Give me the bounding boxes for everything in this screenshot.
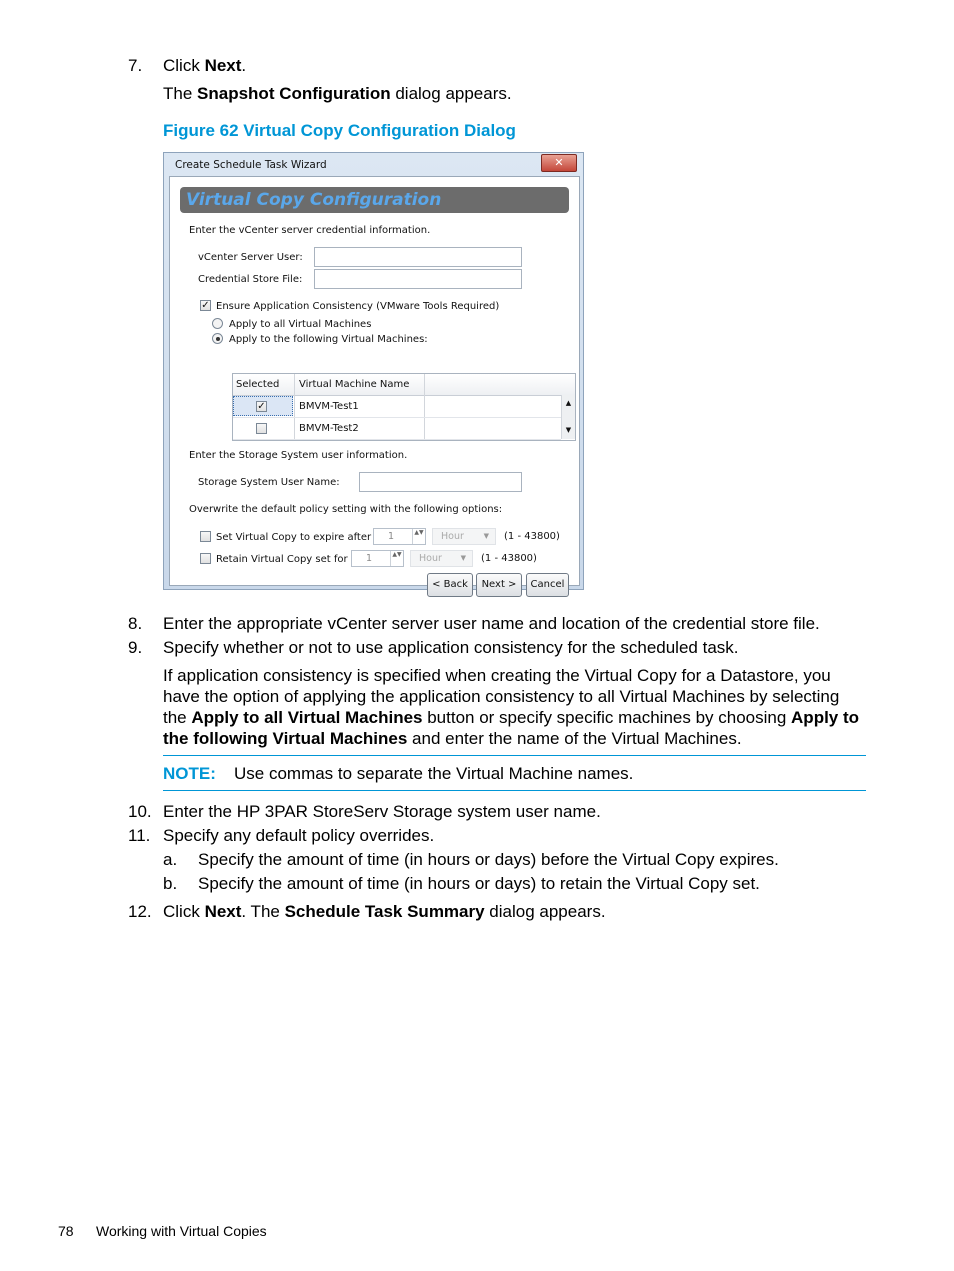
- step-12-text: [163, 901, 606, 922]
- step-12-text-mid: . The: [241, 902, 285, 921]
- grid-scrollbar[interactable]: [561, 395, 575, 439]
- stepper-arrows-icon[interactable]: ▲▼: [390, 551, 403, 566]
- scroll-up-icon[interactable]: ▲: [565, 399, 572, 407]
- paragraph-line: have the option of applying the application consistency to all Virtual Machines by selecting: [163, 687, 840, 706]
- paragraph-text: button or specify specific machines by choosing: [422, 708, 792, 727]
- vcenter-prompt: Enter the vCenter server credential information.: [189, 225, 431, 236]
- credential-store-input[interactable]: [314, 269, 522, 289]
- table-row[interactable]: [233, 396, 561, 418]
- paragraph-line: [163, 707, 863, 728]
- retain-unit-value: Hour: [419, 553, 442, 564]
- step-8-text: Enter the appropriate vCenter server user name and location of the credential store file.: [163, 614, 820, 633]
- step-12-bold-next: Next: [204, 902, 242, 921]
- table-row[interactable]: [233, 418, 561, 440]
- footer-section: Working with Virtual Copies: [96, 1223, 267, 1239]
- retain-unit-select[interactable]: [410, 550, 473, 567]
- vcenter-user-label: vCenter Server User:: [198, 252, 303, 263]
- paragraph-bold: Apply to all Virtual Machines: [191, 708, 423, 727]
- note-top-rule: [163, 755, 866, 756]
- step-9-paragraph: [163, 665, 863, 749]
- paragraph-bold: the following Virtual Machines: [163, 729, 408, 748]
- retain-range: (1 - 43800): [481, 553, 537, 564]
- step-11-number: 11.: [128, 826, 151, 845]
- storage-user-label: Storage System User Name:: [198, 477, 340, 488]
- paragraph-bold: Apply to: [791, 708, 860, 727]
- step-9-text: Specify whether or not to use application consistency for the scheduled task.: [163, 638, 739, 657]
- step-11-text: Specify any default policy overrides.: [163, 826, 435, 845]
- radio-apply-following[interactable]: [212, 333, 223, 344]
- app-consistency-label: Ensure Application Consistency (VMware Tools Required): [216, 301, 500, 312]
- next-button[interactable]: Next >: [476, 573, 522, 597]
- expire-unit-select[interactable]: [432, 528, 496, 545]
- paragraph-line: If application consistency is specified when creating the Virtual Copy for a Datastore, you: [163, 666, 831, 685]
- radio-apply-all[interactable]: [212, 318, 223, 329]
- step-12-text-post: dialog appears.: [484, 902, 606, 921]
- grid-column-vm-name: Virtual Machine Name: [299, 379, 410, 390]
- row-vm-name: BMVM-Test2: [299, 423, 359, 434]
- step-11b-marker: b.: [163, 874, 178, 893]
- expire-checkbox[interactable]: [200, 531, 211, 542]
- row-vm-name: BMVM-Test1: [299, 401, 359, 412]
- step-11a-text: Specify the amount of time (in hours or days) before the Virtual Copy expires.: [198, 850, 779, 869]
- grid-column-selected: Selected: [236, 379, 280, 390]
- page-number: 78: [58, 1223, 74, 1239]
- note-label: NOTE:: [163, 764, 216, 783]
- app-consistency-checkbox[interactable]: ✓: [201, 300, 210, 311]
- retain-value: 1: [366, 553, 373, 564]
- close-icon[interactable]: ✕: [541, 154, 577, 172]
- step-7-subtext: [163, 83, 512, 104]
- retain-value-stepper[interactable]: [351, 550, 404, 567]
- paragraph-text: and enter the name of the Virtual Machines.: [407, 729, 742, 748]
- override-prompt: Overwrite the default policy setting with the following options:: [189, 504, 503, 515]
- paragraph-line: [163, 728, 863, 749]
- step-9-number: 9.: [128, 638, 143, 657]
- step-7-bold-next: Next: [204, 56, 242, 75]
- step-8-number: 8.: [128, 614, 143, 633]
- vm-grid-header: [233, 374, 575, 396]
- step-11a-marker: a.: [163, 850, 178, 869]
- expire-label: Set Virtual Copy to expire after: [216, 532, 372, 543]
- retain-checkbox[interactable]: [200, 553, 211, 564]
- step-7-sub-pre: The: [163, 84, 198, 103]
- cancel-button[interactable]: Cancel: [526, 573, 569, 597]
- vcenter-user-input[interactable]: [314, 247, 522, 267]
- note-bottom-rule: [163, 790, 866, 791]
- step-7-sub-post: dialog appears.: [390, 84, 512, 103]
- credential-store-label: Credential Store File:: [198, 274, 303, 285]
- step-7-number: 7.: [128, 56, 143, 75]
- expire-unit-value: Hour: [441, 531, 464, 542]
- vm-grid: [232, 373, 576, 441]
- dialog-title: Create Schedule Task Wizard: [175, 159, 327, 171]
- radio-apply-following-label: Apply to the following Virtual Machines:: [229, 334, 428, 345]
- step-7-text-post: .: [241, 56, 247, 75]
- chevron-down-icon: ▼: [460, 554, 466, 562]
- dialog-banner: Virtual Copy Configuration: [180, 187, 569, 213]
- expire-value: 1: [388, 531, 395, 542]
- scroll-down-icon[interactable]: ▼: [565, 426, 572, 434]
- step-10-number: 10.: [128, 802, 152, 821]
- step-12-number: 12.: [128, 902, 152, 921]
- retain-label: Retain Virtual Copy set for: [216, 554, 348, 565]
- step-10-text: Enter the HP 3PAR StoreServ Storage system user name.: [163, 802, 601, 821]
- storage-prompt: Enter the Storage System user information.: [189, 450, 408, 461]
- step-12-text-pre: Click: [163, 902, 205, 921]
- figure-caption: Figure 62 Virtual Copy Configuration Dialog: [163, 121, 516, 140]
- row-checkbox[interactable]: [256, 423, 267, 434]
- storage-user-input[interactable]: [359, 472, 522, 492]
- step-11b-text: Specify the amount of time (in hours or days) to retain the Virtual Copy set.: [198, 874, 760, 893]
- virtual-copy-configuration-dialog: [163, 152, 584, 590]
- step-7-text: [163, 55, 246, 76]
- expire-range: (1 - 43800): [504, 531, 560, 542]
- back-button[interactable]: < Back: [427, 573, 473, 597]
- step-7-sub-bold: Snapshot Configuration: [197, 84, 391, 103]
- step-12-bold-summary: Schedule Task Summary: [284, 902, 485, 921]
- paragraph-text: the: [163, 708, 192, 727]
- note-text: Use commas to separate the Virtual Machine names.: [234, 764, 634, 783]
- radio-apply-all-label: Apply to all Virtual Machines: [229, 319, 372, 330]
- step-7-text-pre: Click: [163, 56, 205, 75]
- stepper-arrows-icon[interactable]: ▲▼: [412, 529, 425, 544]
- chevron-down-icon: ▼: [483, 532, 489, 540]
- expire-value-stepper[interactable]: [373, 528, 426, 545]
- dialog-client-area: [169, 176, 580, 590]
- row-checkbox[interactable]: ✓: [257, 401, 266, 412]
